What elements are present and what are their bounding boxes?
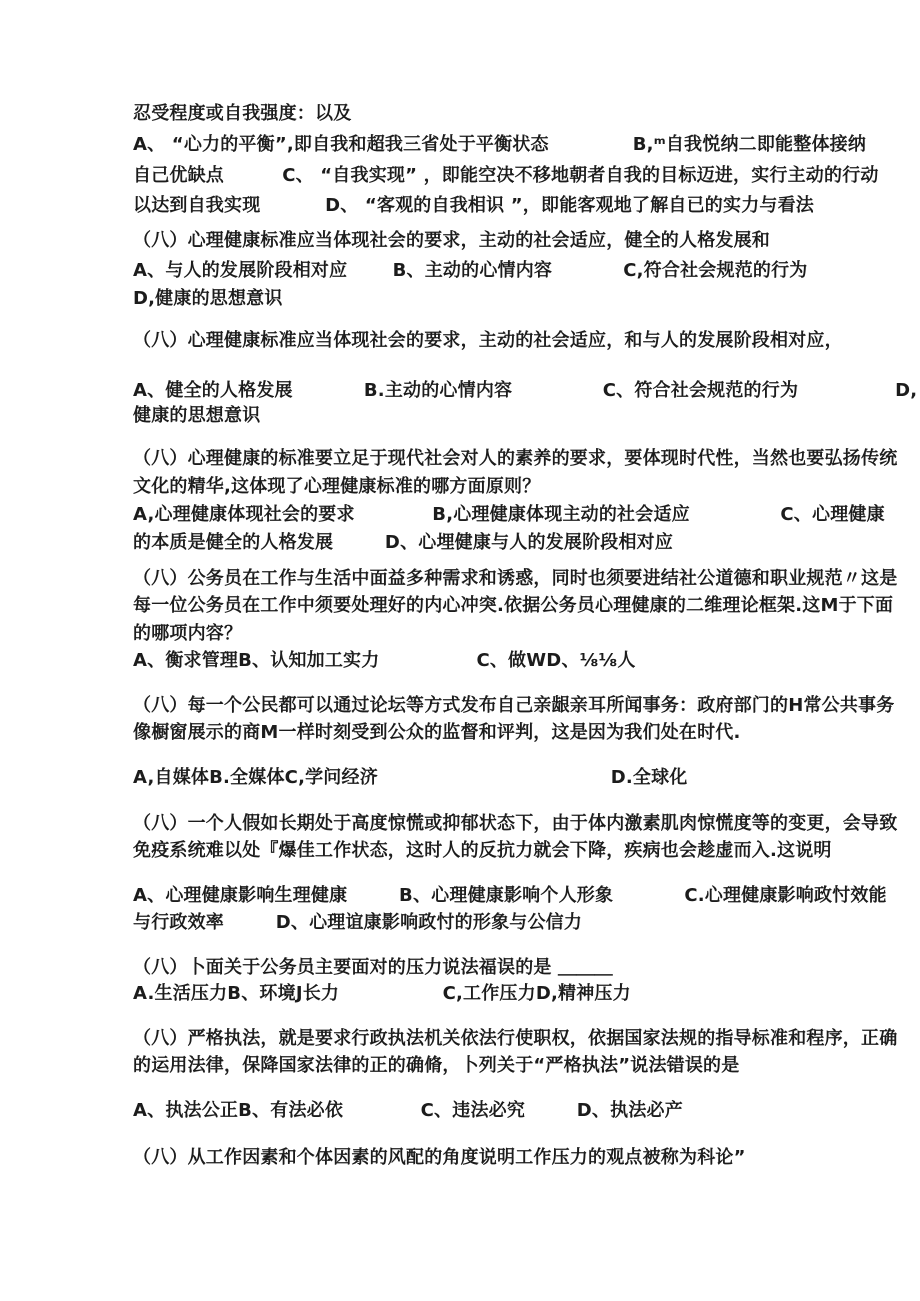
question-stem-line: （八）心理健康标准应当体现社会的要求，主动的社会适应，健全的人格发展和 xyxy=(133,230,770,251)
question-stem-line: 像橱窗展示的商M一样时刻受到公众的监督和评判，这是因为我们处在时代. xyxy=(133,722,741,743)
answer-options-line: A、心理健康影响生理健康 B、心理健康影响个人形象 C.心理健康影响政忖效能 xyxy=(133,885,887,906)
answer-options-line: A、与人的发展阶段相对应 B、主动的心情内容 C,符合社会规范的行为 xyxy=(133,260,808,281)
answer-options-line: D,健康的思想意识 xyxy=(133,288,283,309)
answer-options-line: A、 “心力的平衡”,即自我和超我三省处于平衡状态 B,ᵐ自我悦纳二即能整体接纳 xyxy=(133,134,867,155)
question-stem-line: 的运用法律，保降国家法律的正的确脩，卜列关于“严格执法”说法错误的是 xyxy=(133,1055,740,1076)
question-stem-line: （八）从工作因素和个体因素的风配的角度说明工作压力的观点被称为科论” xyxy=(133,1147,746,1168)
question-stem-line: 的哪项内容？ xyxy=(133,623,243,644)
question-stem-line: （八）一个人假如长期处于高度惊慌或抑郁状态下，由于体内激素肌肉惊慌度等的变更，会导致 xyxy=(133,813,898,834)
answer-options-line: 与行政效率 D、心理谊康影响政忖的形象与公信力 xyxy=(133,912,583,933)
question-stem-line: （八）严格执法，就是要求行政执法机关依法行使职权，依据国家法规的指导标准和程序，正确 xyxy=(133,1028,898,1049)
answer-options-line: 以达到自我实现 D、 “客观的自我相识 ”，即能客观地了解自已的实力与看法 xyxy=(133,195,814,216)
question-stem-line: （八）心理健康标准应当体现社会的要求，主动的社会适应，和与人的发展阶段相对应， xyxy=(133,330,843,351)
question-stem-line: （八）卜面关于公务员主要面对的压力说法福误的是 ＿＿＿ xyxy=(133,957,613,978)
answer-options-line: 的本质是健全的人格发展 D、心埋健康与人的发展阶段相对应 xyxy=(133,532,674,553)
question-stem-line: （八）心理健康的标准要立足于现代社会对人的素养的要求，要体现时代性，当然也要弘扬传统 xyxy=(133,448,898,469)
question-stem-line: 免疫系统难以处『爆佳工作状态，这时人的反抗力就会下降，疾病也会趁虚而入.这说明 xyxy=(133,840,832,861)
question-stem-line: （八）公务员在工作与生活中面益多种需求和诱惑，同时也须要进结社公道德和职业规范〃这是 xyxy=(133,568,898,589)
answer-options-line: A.生活压力B、环境J长力 C,工作压力D,精神压力 xyxy=(133,983,631,1004)
question-stem-line: 文化的精华,这体现了心理健康标准的哪方面原则？ xyxy=(133,476,541,497)
question-stem-line: 忍受程度或自我强度：以及 xyxy=(133,103,352,124)
answer-options-line: 自己优缺点 C、 “自我实现” ，即能空决不移地朝者自我的目标迈进，实行主动的行动 xyxy=(133,165,879,186)
answer-options-line: A,自媒体B.全媒体C,学问经济 D.全球化 xyxy=(133,767,688,788)
answer-options-line: A,心理健康体现社会的要求 B,心理健康体现主动的社会适应 C、心理健康 xyxy=(133,504,885,525)
answer-options-line: A、衡求管理B、认知加工实力 C、做WD、⅛⅛人 xyxy=(133,650,636,671)
answer-options-line: 健康的思想意识 xyxy=(133,405,261,426)
question-stem-line: 每一位公务员在工作中须要处理好的内心冲突.依据公务员心理健康的二维理论框架.这M于下面 xyxy=(133,595,894,616)
question-stem-line: （八）每一个公民都可以通过论坛等方式发布自己亲龈亲耳所闻事务：政府部门的H常公共事务 xyxy=(133,695,895,716)
answer-options-line: A、执法公正B、有法必依 C、违法必究 D、执法必产 xyxy=(133,1100,683,1121)
answer-options-line: A、健全的人格发展 B.主动的心情内容 C、符合社会规范的行为 D, xyxy=(133,380,918,401)
